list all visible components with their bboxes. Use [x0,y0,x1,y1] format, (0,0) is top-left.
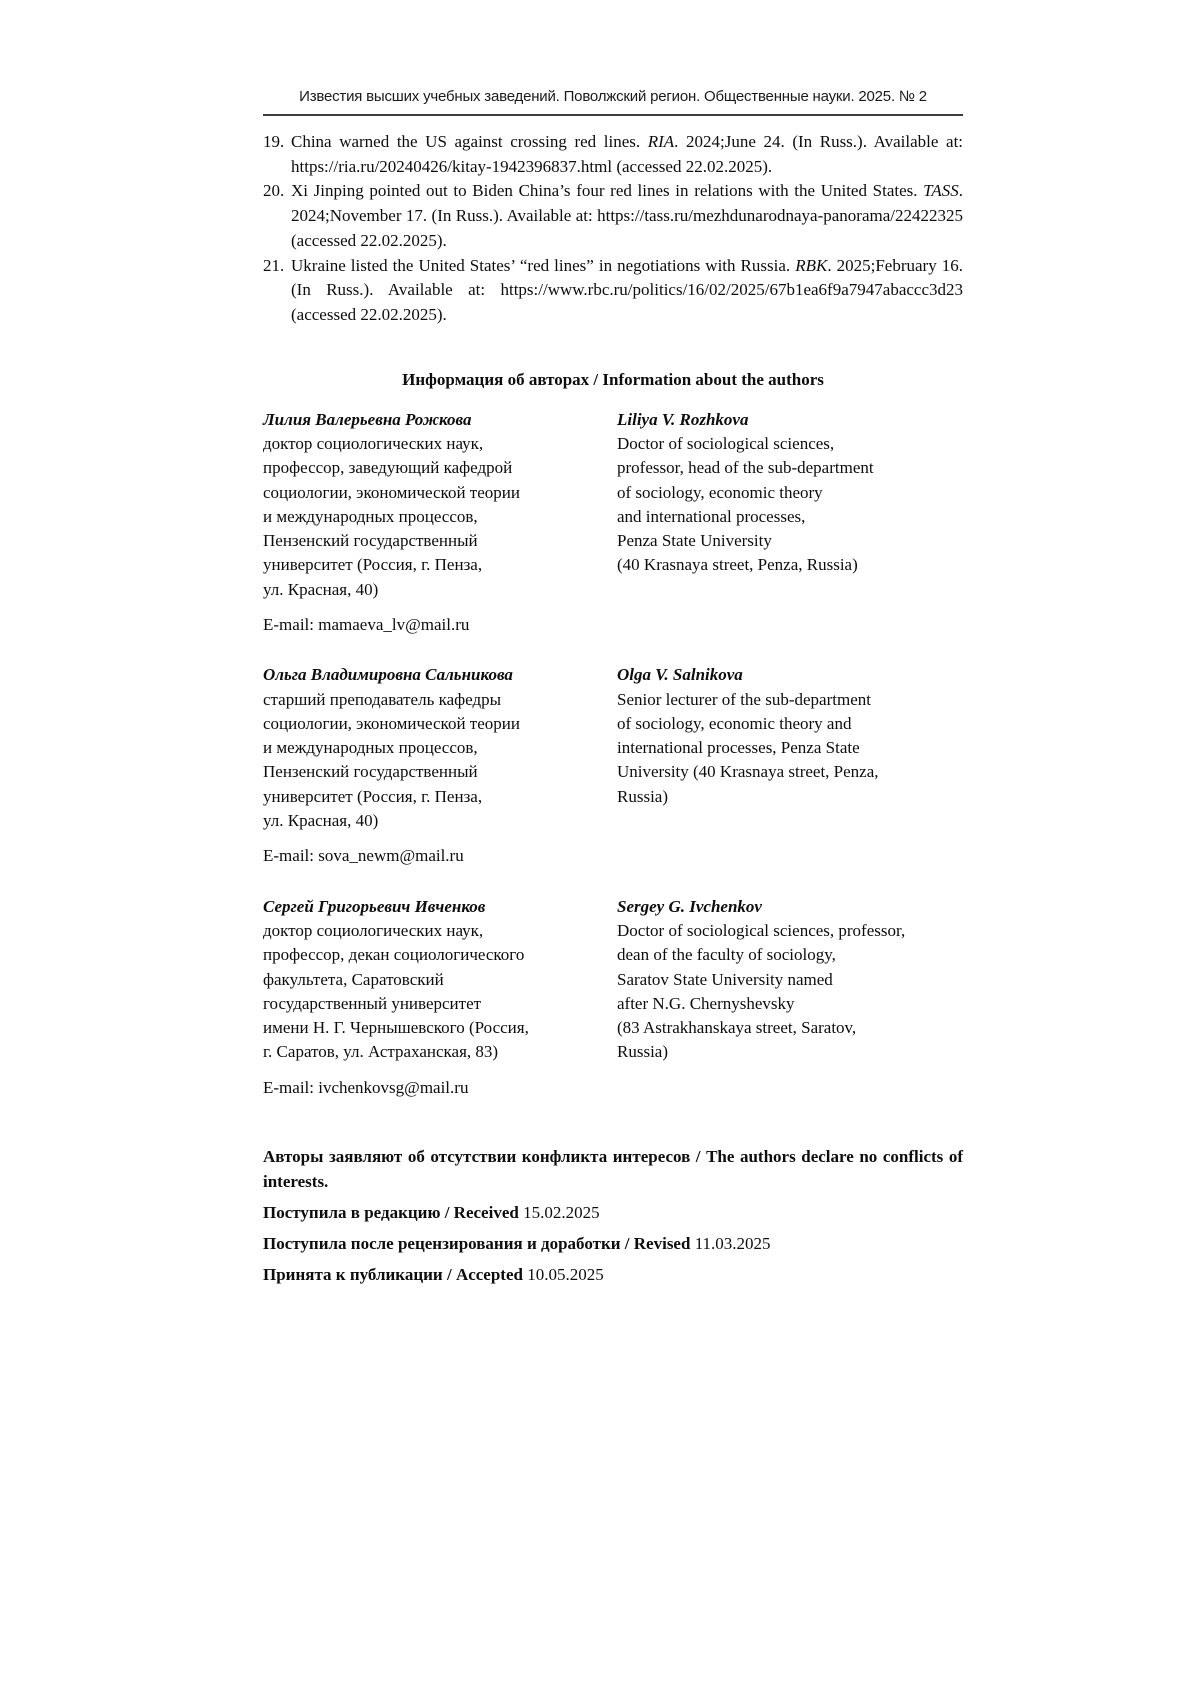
conflict-of-interest-statement: Авторы заявляют об отсутствии конфликта интересов / The authors declare no conflicts of interests. [263,1147,963,1192]
reference-list [263,130,963,328]
author-name-russian: Лилия Валерьевна Рожкова [263,409,472,429]
author-affiliation-line: Пензенский государственный [263,531,478,551]
author-affiliation-line: Senior lecturer of the sub-department [617,689,871,709]
author-block [263,408,963,638]
author-info-russian [263,663,617,833]
author-affiliation-line: и международных процессов, [263,738,478,758]
article-footer [263,1144,963,1287]
date-label: Принята к публикации / Accepted [263,1265,528,1285]
author-affiliation-line: Russia) [617,1042,668,1062]
date-line [263,1200,963,1225]
author-name-english: Liliya V. Rozhkova [617,409,749,429]
author-email: E-mail: sova_newm@mail.ru [263,846,464,866]
author-name-russian: Ольга Владимировна Сальникова [263,665,513,685]
author-info-english [617,408,963,602]
reference-text [291,181,963,249]
reference-segment: Xi Jinping pointed out to Biden China’s four red lines in relations with the United States. [291,181,924,201]
author-affiliation-line: Russia) [617,786,668,806]
authors-list [263,408,963,1100]
author-info-english [617,895,963,1065]
journal-name: TASS [923,181,959,201]
author-name-russian: Сергей Григорьевич Ивченков [263,896,486,916]
author-info-english [617,663,963,833]
date-label: Поступила в редакцию / Received [263,1203,524,1223]
date-value: 15.02.2025 [523,1203,600,1223]
author-affiliation-line: доктор социологических наук, [263,433,484,453]
author-affiliation-line: профессор, декан социологического [263,945,525,965]
journal-name: RIA [647,132,675,151]
date-lines [263,1200,963,1287]
reference-text [291,256,963,324]
author-affiliation-line: государственный университет [263,993,482,1013]
reference-item [263,254,963,328]
author-affiliation-line: (40 Krasnaya street, Penza, Russia) [617,555,858,575]
reference-item [263,179,963,253]
reference-segment: . 2024;June 24. (In Russ.). Available at: https://ria.ru/20240426/kitay-1942396837.html (accessed 22.02.2025). [291,132,964,176]
journal-name: RBK [795,255,828,275]
date-line [263,1262,963,1287]
author-name-english: Olga V. Salnikova [617,665,743,685]
author-affiliation-line: Doctor of sociological sciences, professor, [617,920,906,940]
author-affiliation-line: факультета, Саратовский [263,969,444,989]
authors-section-heading: Информация об авторах / Information about the authors [402,369,824,389]
author-affiliation-line: старший преподаватель кафедры [263,689,502,709]
date-value: 10.05.2025 [527,1265,604,1285]
author-affiliation-line: after N.G. Chernyshevsky [617,993,795,1013]
author-row [263,895,963,1065]
author-email: E-mail: ivchenkovsg@mail.ru [263,1077,469,1097]
author-affiliation-line: and international processes, [617,506,806,526]
author-affiliation-line: professor, head of the sub-department [617,458,874,478]
author-affiliation-line: of sociology, economic theory [617,482,823,502]
reference-segment: Ukraine listed the United States’ “red lines” in negotiations with Russia. [291,255,796,275]
author-affiliation-line: University (40 Krasnaya street, Penza, [617,762,879,782]
author-affiliation-line: dean of the faculty of sociology, [617,945,836,965]
author-affiliation-line: имени Н. Г. Чернышевского (Россия, [263,1018,529,1038]
author-block [263,895,963,1100]
reference-item [263,130,963,179]
date-label: Поступила после рецензирования и доработки / Revised [263,1234,695,1254]
author-affiliation-line: университет (Россия, г. Пенза, [263,555,483,575]
running-head: Известия высших учебных заведений. Поволжский регион. Общественные науки. 2025. № 2 [263,88,963,116]
author-affiliation-line: социологии, экономической теории [263,713,520,733]
author-affiliation-line: Пензенский государственный [263,762,478,782]
author-affiliation-line: ул. Красная, 40) [263,811,379,831]
author-affiliation-line: of sociology, economic theory and [617,713,852,733]
reference-number: 20. [263,181,285,201]
author-affiliation-line: Saratov State University named [617,969,833,989]
reference-text [291,132,963,176]
author-affiliation-line: ул. Красная, 40) [263,579,379,599]
date-line [263,1231,963,1256]
author-email: E-mail: mamaeva_lv@mail.ru [263,615,470,634]
author-affiliation-line: профессор, заведующий кафедрой [263,458,513,478]
author-affiliation-line: социологии, экономической теории [263,482,520,502]
author-info-russian [263,408,617,602]
author-affiliation-line: (83 Astrakhanskaya street, Saratov, [617,1018,857,1038]
author-affiliation-line: университет (Россия, г. Пенза, [263,786,483,806]
author-affiliation-line: Doctor of sociological sciences, [617,433,835,453]
author-row [263,408,963,602]
author-name-english: Sergey G. Ivchenkov [617,896,762,916]
author-info-russian [263,895,617,1065]
author-affiliation-line: Penza State University [617,531,772,551]
reference-segment: . 2024;November 17. (In Russ.). Available at: https://tass.ru/mezhdunarodnaya-panorama/22422325 (accessed 22.02.2025). [291,181,963,250]
author-affiliation-line: г. Саратов, ул. Астраханская, 83) [263,1042,499,1062]
author-affiliation-line: international processes, Penza State [617,738,860,758]
author-row [263,663,963,833]
page-content [263,88,963,1287]
reference-segment: . 2025;February 16. (In Russ.). Available at: https://www.rbc.ru/politics/16/02/2025/67b1ea6f9a7947abaccc3d23 (accessed 22.02.2025). [291,255,963,324]
author-block [263,663,963,868]
date-value: 11.03.2025 [694,1234,771,1254]
reference-segment: China warned the US against crossing red lines. [291,132,648,151]
author-affiliation-line: и международных процессов, [263,506,478,526]
reference-number: 19. [263,132,285,151]
author-affiliation-line: доктор социологических наук, [263,920,484,940]
reference-number: 21. [263,255,285,275]
